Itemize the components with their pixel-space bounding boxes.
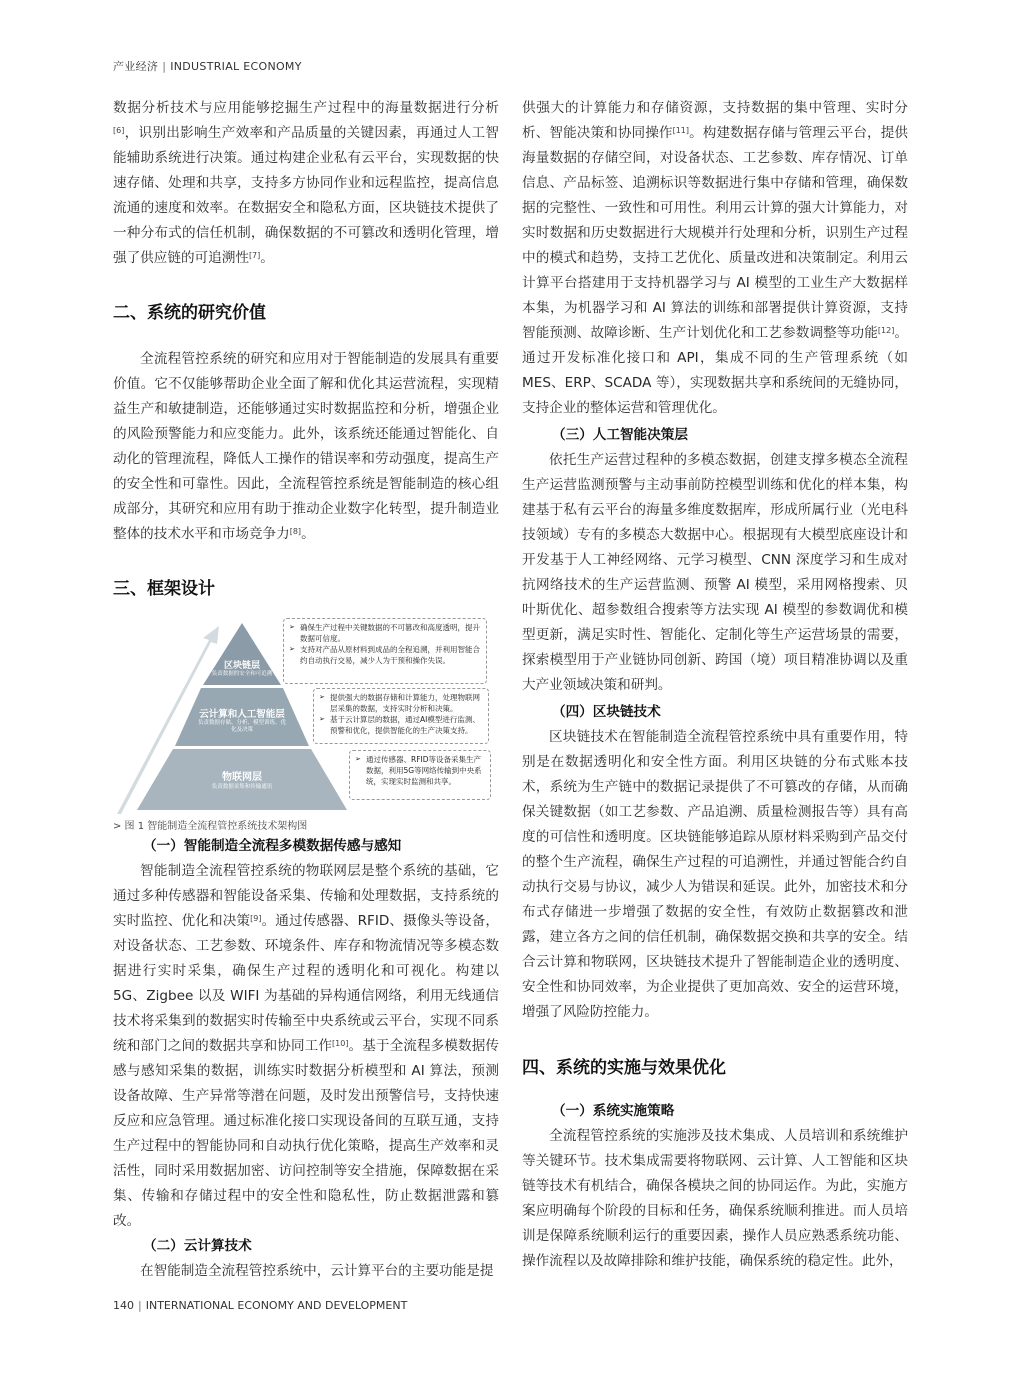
layer-subtitle: 负责数据的安全和可追溯 [211,671,273,677]
footer-separator: | [138,1299,142,1312]
citation: [11] [672,126,689,135]
bullet-item: ➢ 支持对产品从原材料到成品的全程追溯，并利用智能合约自动执行交易，减少人为干预和操作失误。 [300,644,482,666]
citation: [7] [248,251,261,260]
bullet-item: ➢ 提供强大的数据存储和计算能力，处理物联网层采集的数据，支持实时分析和决策。 [330,692,484,714]
left-paragraph-2 [113,347,499,547]
running-header [113,58,302,74]
blockchain-description-box [283,618,487,684]
bottom-layer-label [175,768,309,791]
layer-title: 云计算和人工智能层 [199,709,285,720]
layer-subtitle: 负责数据采集和传输通讯 [211,784,273,790]
subsection-heading-5: （一）系统实施策略 [552,1103,675,1119]
section-heading-4: 四、系统的实施与效果优化 [522,1058,726,1078]
text-span: 。 [301,526,315,542]
right-paragraph-1 [522,96,908,421]
text-span: 。基于全流程多模数据传感与感知采集的数据，训练实时数据分析模型和 AI 算法，预测设备故障、生产异常等潜在问题，及时发出预警信号，支持快速反应和应急管理。通过标准化接口实现设备间的互联互通，支持生产过程中的智能协同和自动执行优化策略，提高生产效率和灵活性，同时采用数据加密、访问控制等安全措施，保障数据在采集、传输和存储过程中的安全性和隐私性，防止数据泄露和篡改。 [113,1038,500,1229]
subsection-heading-2: （二）云计算技术 [143,1238,252,1254]
layer-subtitle: 负责数据存储、分析、模型训练、优化及决策 [197,720,286,733]
architecture-figure [113,618,499,816]
mid-layer-label [185,706,299,734]
citation: [8] [289,527,302,536]
text-span: 。构建数据存储与管理云平台，提供海量数据的存储空间，对设备状态、工艺参数、库存情况、订单信息、产品标签、追溯标识等数据进行集中存储和管理，确保数据的完整性、一致性和可用性。利用云计算的强大计算能力，对实时数据和历史数据进行大规模并行处理和分析，识别生产过程中的模式和趋势，支持工艺优化、质量改进和决策制定。利用云计算平台搭建用于支持机器学习与 AI 模型的工业生产大数据样本集，为机器学习和 AI 算法的训练和部署提供计算资源，支持智能预测、故障诊断、生产计划优化和工艺参数调整等功能 [522,125,909,341]
header-section-cn: 产业经济 [113,60,159,73]
cloud-ai-description-box [313,688,489,744]
iot-description-box [349,750,491,800]
text-span: 。通过开发标准化接口和 API，集成不同的生产管理系统（如 MES、ERP、SCADA 等），实现数据共享和系统间的无缝协同，支持企业的整体运营和管理优化。 [522,325,909,416]
citation: [6] [113,126,125,135]
running-footer [113,1299,407,1312]
iot-bullets [354,754,486,787]
left-paragraph-1 [113,96,499,271]
header-separator: | [162,60,167,73]
text-span: 全流程管控系统的研究和应用对于智能制造的发展具有重要价值。它不仅能够帮助企业全面了解和优化其运营流程，实现精益生产和敏捷制造，还能够通过实时数据监控和分析，增强企业的风险预警能力和应变能力。此外，该系统还能通过智能化、自动化的管理流程，降低人工操作的错误率和劳动强度，提高生产的安全性和可靠性。因此，全流程管控系统是智能制造的核心组成部分，其研究和应用有助于推动企业数字化转型，提升制造业整体的技术水平和市场竞争力 [113,351,499,542]
text-span: 供强大的计算能力和存储资源，支持数据的集中管理、实时分析、智能决策和协同操作 [522,100,908,141]
subsection-heading-1: （一）智能制造全流程多模数据传感与感知 [143,838,402,854]
journal-name: INTERNATIONAL ECONOMY AND DEVELOPMENT [145,1299,408,1312]
section-heading-3: 三、框架设计 [113,579,215,599]
layer-title: 物联网层 [222,772,262,783]
subsection-heading-4: （四）区块链技术 [552,704,661,720]
left-column [113,96,499,1284]
bullet-item: ➢ 通过传感器、RFID等设备采集生产数据，利用5G等网络传输到中央系统，实现实时监测和共享。 [366,754,486,787]
page-number: 140 [113,1299,134,1312]
layer-title: 区块链层 [223,661,260,671]
text-span: 。 [260,250,274,266]
left-paragraph-4: 在智能制造全流程管控系统中，云计算平台的主要功能是提 [140,1263,494,1279]
right-paragraph-2: 依托生产运营过程种的多模态数据，创建支撑多模态全流程生产运营监测预警与主动事前防控模型训练和优化的样本集，构建基于私有云平台的海量多维度数据库，形成所属行业（光电科技领域）专有的多模态大数据中心。根据现有大模型底座设计和开发基于人工神经网络、元学习模型、CNN 深度学习和生成对抗网络技术的生产运营监测、预警 AI 模型，采用网格搜索、贝叶斯优化、超参数组合搜索等方法实现 AI 模型的参数调优和模型更新，满足实时性、智能化、定制化等生产运营场景的需要，探索模型用于产业链协同创新、跨国（境）项目精准协调以及重大产业领域决策和研判。 [522,452,908,693]
citation: [9] [250,914,262,923]
left-paragraph-3 [113,859,499,1234]
text-span: 数据分析技术与应用能够挖掘生产过程中的海量数据进行分析 [113,100,499,116]
top-layer-label [209,658,275,678]
right-paragraph-3: 区块链技术在智能制造全流程管控系统中具有重要作用，特别是在数据透明化和安全性方面。利用区块链的分布式账本技术，系统为生产链中的数据记录提供了不可篡改的存储，从而确保关键数据（如工艺参数、产品追溯、质量检测报告等）具有高度的可信性和透明度。区块链能够追踪从原材料采购到产品交付的整个生产流程，确保生产过程的可追溯性，并通过智能合约自动执行交易与协议，减少人为错误和延误。此外，加密技术和分布式存储进一步增强了数据的安全性，有效防止数据篡改和泄露，建立各方之间的信任机制，确保数据交换和共享的安全。结合云计算和物联网，区块链技术提升了智能制造企业的透明度、安全性和协同效率，为企业提供了更加高效、安全的运营环境，增强了风险防控能力。 [522,729,908,1020]
text-span: ，识别出影响生产效率和产品质量的关键因素，再通过人工智能辅助系统进行决策。通过构建企业私有云平台，实现数据的快速存储、处理和共享，支持多方协同作业和远程监控，提高信息流通的速度和效率。在数据安全和隐私方面，区块链技术提供了一种分布式的信任机制，确保数据的不可篡改和透明化管理，增强了供应链的可追溯性 [113,125,499,266]
bullet-item: ➢ 基于云计算层的数据，通过AI模型进行监测、预警和优化，提供智能化的生产决策支持。 [330,714,484,736]
right-paragraph-4: 全流程管控系统的实施涉及技术集成、人员培训和系统维护等关键环节。技术集成需要将物联网、云计算、人工智能和区块链等技术有机结合，确保各模块之间的协同运作。为此，实施方案应明确每个阶段的目标和任务，确保系统顺利推进。而人员培训是保障系统顺利运行的重要因素，操作人员应熟悉系统功能、操作流程以及故障排除和维护技能，确保系统的稳定性。此外， [522,1128,908,1269]
bullet-item: ➢ 确保生产过程中关键数据的不可篡改和高度透明，提升数据可信度。 [300,622,482,644]
blockchain-bullets [288,622,482,666]
cloud-ai-bullets [318,692,484,736]
right-column [522,96,908,1274]
header-section-en: INDUSTRIAL ECONOMY [170,60,302,73]
figure-caption: > 图 1 智能制造全流程管控系统技术架构图 [113,821,308,832]
section-heading-2: 二、系统的研究价值 [113,303,266,323]
citation: [12] [877,326,895,335]
text-span: 。通过传感器、RFID、摄像头等设备，对设备状态、工艺参数、环境条件、库存和物流情况等多模态数据进行实时采集，确保生产过程的透明化和可视化。构建以 5G、Zigbee 以及 WIFI 为基础的异构通信网络，利用无线通信技术将采集到的数据实时传输至中央系统或云平台，实现不同系统和部门之间的数据共享和协同工作 [113,913,499,1054]
citation: [10] [332,1039,349,1048]
text-span: 智能制造全流程管控系统的物联网层是整个系统的基础，它通过多种传感器和智能设备采集、传输和处理数据，支持系统的实时监控、优化和决策 [113,863,499,929]
subsection-heading-3: （三）人工智能决策层 [552,427,688,443]
